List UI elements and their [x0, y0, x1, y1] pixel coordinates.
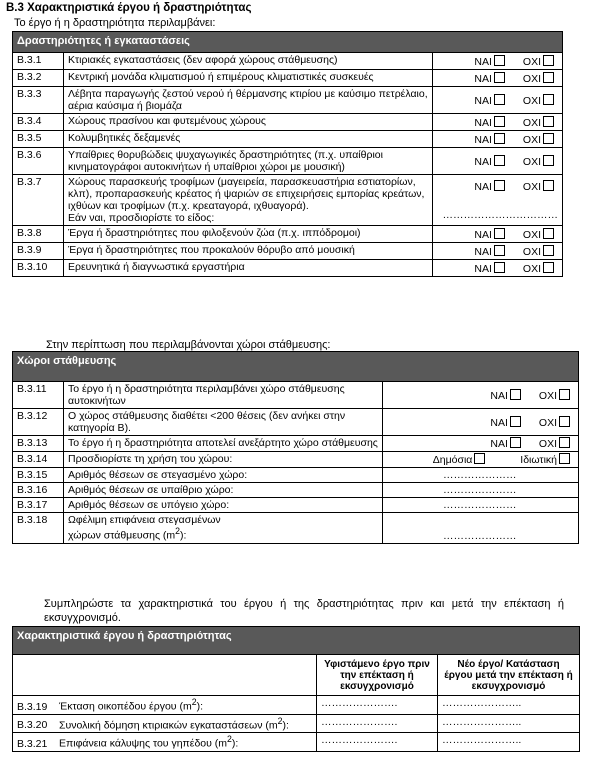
- row-text: Αριθμός θέσεων σε υπόγειο χώρο:: [64, 498, 383, 513]
- row-label-end: ):: [196, 700, 203, 713]
- existing-value[interactable]: ………………….: [317, 733, 438, 752]
- row-label: Επιφάνεια κάλυψης του γηπέδου (m: [59, 737, 228, 750]
- row-code: B.3.13: [13, 436, 64, 452]
- no-checkbox[interactable]: [543, 180, 554, 191]
- value-field[interactable]: …………………: [383, 513, 579, 544]
- existing-value[interactable]: ………………….: [317, 714, 438, 733]
- characteristics-intro: Συμπληρώστε τα χαρακτηριστικά του έργου ή της δραστηριότητας πριν και μετά την επέκταση ή εκσυγχρονισμό.: [44, 598, 564, 624]
- row-text: Το έργο ή η δραστηριότητα περιλαμβάνει χώρο στάθμευσης αυτοκινήτων: [64, 382, 383, 409]
- row-text: [64, 53, 433, 70]
- row-text-extra: Εάν ναι, προσδιορίστε το είδος:: [68, 212, 215, 224]
- table-row: [13, 53, 563, 70]
- new-value[interactable]: …………………..: [438, 696, 580, 715]
- row-text: [64, 148, 433, 175]
- private-checkbox[interactable]: [559, 453, 570, 464]
- value-field[interactable]: …………………: [383, 483, 579, 498]
- yes-checkbox[interactable]: [510, 437, 521, 448]
- text-line: χώρων στάθμευσης (m: [68, 529, 176, 542]
- new-value[interactable]: …………………..: [438, 733, 580, 752]
- superscript: 2: [277, 715, 283, 726]
- row-code: B.3.16: [13, 483, 64, 498]
- existing-value[interactable]: ………………….: [317, 696, 438, 715]
- no-label: ΟΧΙ: [522, 133, 541, 146]
- row-text: [64, 70, 433, 87]
- row-label-end: ):: [282, 719, 289, 731]
- table-row: [13, 513, 579, 544]
- row-text: Αριθμός θέσεων σε υπαίθριο χώρο:: [64, 483, 383, 498]
- row-text: Το έργο ή η δραστηριότητα αποτελεί ανεξάρτητο χώρο στάθμευσης: [64, 436, 383, 452]
- no-checkbox[interactable]: [543, 133, 554, 144]
- row-code: B.3.20: [17, 719, 48, 731]
- row-label: Έκταση οικοπέδου έργου (m: [59, 700, 192, 713]
- table-row: [13, 483, 579, 498]
- yes-checkbox[interactable]: [494, 116, 505, 127]
- row-code: B.3.15: [13, 468, 64, 483]
- yes-no-cell: [433, 87, 563, 114]
- section-title: B.3 Χαρακτηριστικά έργου ή δραστηριότητας: [6, 2, 252, 14]
- yes-checkbox[interactable]: [494, 55, 505, 66]
- row-text-main: Ερευνητικά ή διαγνωστικά εργαστήρια: [68, 261, 245, 273]
- no-label: ΟΧΙ: [538, 389, 557, 402]
- yes-checkbox[interactable]: [494, 94, 505, 105]
- row-code: B.3.17: [13, 498, 64, 513]
- yes-no-cell: [433, 70, 563, 87]
- empty-header-cell: [13, 655, 317, 696]
- table-row: [13, 733, 580, 752]
- yes-checkbox[interactable]: [494, 180, 505, 191]
- no-checkbox[interactable]: [543, 262, 554, 273]
- yes-label: ΝΑΙ: [490, 416, 508, 429]
- row-text-main: Κτιριακές εγκαταστάσεις (δεν αφορά χώρους στάθμευσης): [68, 54, 338, 66]
- table-row: [13, 696, 580, 715]
- row-text-main: Χώρους πρασίνου και φυτεμένους χώρους: [68, 115, 266, 127]
- value-field[interactable]: …………………: [383, 498, 579, 513]
- row-label: Συνολική δόμηση κτιριακών εγκαταστάσεων (m: [59, 719, 278, 731]
- no-label: ΟΧΙ: [522, 55, 541, 68]
- no-label: ΟΧΙ: [522, 228, 541, 241]
- yes-no-cell: [433, 226, 563, 243]
- no-label: ΟΧΙ: [522, 245, 541, 258]
- yes-checkbox[interactable]: [494, 72, 505, 83]
- yes-checkbox[interactable]: [494, 155, 505, 166]
- no-label: ΟΧΙ: [522, 155, 541, 168]
- row-code: B.3.12: [13, 409, 64, 436]
- public-checkbox[interactable]: [474, 453, 485, 464]
- table-row: [13, 409, 579, 436]
- yes-label: ΝΑΙ: [490, 389, 508, 402]
- no-label: ΟΧΙ: [522, 116, 541, 129]
- no-checkbox[interactable]: [543, 72, 554, 83]
- row-text: Αριθμός θέσεων σε στεγασμένο χώρο:: [64, 468, 383, 483]
- yes-no-cell: [383, 436, 579, 452]
- text-line: ):: [180, 529, 187, 542]
- no-checkbox[interactable]: [543, 228, 554, 239]
- yes-checkbox[interactable]: [510, 416, 521, 427]
- yes-label: ΝΑΙ: [474, 262, 492, 275]
- yes-label: ΝΑΙ: [474, 72, 492, 85]
- table-row: [13, 148, 563, 175]
- table-row: [13, 468, 579, 483]
- no-label: ΟΧΙ: [538, 438, 557, 450]
- no-checkbox[interactable]: [559, 389, 570, 400]
- yes-label: ΝΑΙ: [474, 94, 492, 107]
- value-field[interactable]: …………………: [383, 468, 579, 483]
- no-checkbox[interactable]: [543, 245, 554, 256]
- row-code: B.3.19: [17, 700, 48, 713]
- row-label-end: ):: [231, 737, 239, 750]
- parking-header: Χώροι στάθμευσης: [13, 352, 579, 382]
- no-checkbox[interactable]: [543, 55, 554, 66]
- table-row: [13, 175, 563, 226]
- extra-value[interactable]: ……………………………: [442, 208, 558, 221]
- row-text-main: Έργα ή δραστηριότητες που φιλοξενούν ζώα (π.χ. ιππόδρομοι): [68, 227, 361, 239]
- row-text-main: Χώρους παρασκευής τροφίμων (μαγειρεία, παρασκευαστήρια εστιατορίων, κλπ), προπαρασκευής κρέατος ή ψαριών σε επιχειρήσεις εμπορίας κρεάτων, ιχθύων και τροφίμων (π.χ. κρεαταγορά, ιχθυαγορά).: [68, 176, 425, 212]
- no-label: ΟΧΙ: [522, 262, 541, 275]
- col-existing-header: Υφιστάμενο έργο πριν την επέκταση ή εκσυγχρονισμό: [317, 655, 438, 696]
- yes-checkbox[interactable]: [494, 262, 505, 273]
- yes-label: ΝΑΙ: [474, 245, 492, 258]
- row-code: B.3.9: [13, 243, 64, 260]
- no-checkbox[interactable]: [543, 94, 554, 105]
- table-row: [13, 714, 580, 733]
- col-new-header: Νέο έργο/ Κατάσταση έργου μετά την επέκταση ή εκσυγχρονισμό: [438, 655, 580, 696]
- no-checkbox[interactable]: [559, 437, 570, 448]
- row-code: B.3.7: [13, 175, 64, 226]
- yes-label: ΝΑΙ: [490, 438, 508, 450]
- row-code: B.3.1: [13, 53, 64, 70]
- row-code: B.3.11: [13, 382, 64, 409]
- row-code: B.3.10: [13, 260, 64, 277]
- row-text-main: Κολυμβητικές δεξαμενές: [68, 132, 181, 144]
- row-text: [64, 175, 433, 226]
- row-code: B.3.21: [17, 737, 48, 750]
- row-code: B.3.3: [13, 87, 64, 114]
- row-text: [13, 696, 317, 715]
- row-text: [13, 714, 317, 733]
- row-code: B.3.5: [13, 131, 64, 148]
- row-text-main: Λέβητα παραγωγής ζεστού νερού ή θέρμανσης κτιρίου με καύσιμο πετρέλαιο, αέρια καύσιμα ή βιομάζα: [68, 88, 428, 112]
- table-row: [13, 131, 563, 148]
- no-label: ΟΧΙ: [538, 416, 557, 429]
- table-row: [13, 452, 579, 468]
- row-text: [13, 733, 317, 752]
- no-label: ΟΧΙ: [522, 72, 541, 85]
- row-text-main: Έργα ή δραστηριότητες που προκαλούν θόρυβο από μουσική: [68, 244, 355, 256]
- yes-no-cell: [433, 243, 563, 260]
- row-text: [64, 114, 433, 131]
- table-row: [13, 226, 563, 243]
- table-row: [13, 382, 579, 409]
- no-checkbox[interactable]: [543, 116, 554, 127]
- yes-no-cell: [433, 175, 563, 226]
- yes-no-cell: [383, 382, 579, 409]
- yes-checkbox[interactable]: [510, 389, 521, 400]
- row-code: B.3.8: [13, 226, 64, 243]
- row-text: Ο χώρος στάθμευσης διαθέτει <200 θέσεις (δεν ανήκει στην κατηγορία Β).: [64, 409, 383, 436]
- row-text: [64, 243, 433, 260]
- row-text: [64, 260, 433, 277]
- no-checkbox[interactable]: [559, 416, 570, 427]
- table-row: [13, 436, 579, 452]
- yes-no-cell: [433, 148, 563, 175]
- yes-no-cell: [433, 53, 563, 70]
- activities-header: Δραστηριότητες ή εγκαταστάσεις: [13, 32, 563, 53]
- yes-label: ΝΑΙ: [474, 55, 492, 68]
- row-text: [64, 513, 383, 544]
- yes-label: ΝΑΙ: [474, 228, 492, 241]
- public-label: Δημόσια: [432, 454, 473, 466]
- no-label: ΟΧΙ: [522, 94, 541, 107]
- yes-label: ΝΑΙ: [474, 155, 492, 168]
- table-row: [13, 498, 579, 513]
- superscript: 2: [227, 734, 232, 744]
- no-label: ΟΧΙ: [522, 180, 541, 193]
- yes-label: ΝΑΙ: [474, 116, 492, 129]
- row-code: B.3.6: [13, 148, 64, 175]
- row-code: B.3.18: [13, 513, 64, 544]
- text-line: Ωφέλιμη επιφάνεια στεγασμένων: [68, 514, 221, 526]
- private-label: Ιδιωτική: [520, 454, 557, 466]
- activities-table: [12, 31, 563, 277]
- yes-checkbox[interactable]: [494, 245, 505, 256]
- characteristics-table: [12, 626, 580, 752]
- table-row: [13, 260, 563, 277]
- new-value[interactable]: …………………..: [438, 714, 580, 733]
- parking-table: [12, 351, 579, 544]
- yes-no-cell: [433, 114, 563, 131]
- parking-intro: Στην περίπτωση που περιλαμβάνονται χώροι στάθμευσης:: [46, 339, 331, 351]
- yes-checkbox[interactable]: [494, 228, 505, 239]
- yes-no-cell: [383, 409, 579, 436]
- table-row: [13, 87, 563, 114]
- section-subtitle: Το έργο ή η δραστηριότητα περιλαμβάνει:: [14, 17, 216, 29]
- row-text: Προσδιορίστε τη χρήση του χώρου:: [64, 452, 383, 468]
- superscript: 2: [175, 526, 181, 536]
- row-code: B.3.2: [13, 70, 64, 87]
- row-text-main: Υπαίθριες θορυβώδεις ψυχαγωγικές δραστηριότητες (π.χ. υπαίθριοι κινηματογράφοι αυτοκινήτων ή υπαίθριοι χώροι με μουσική): [68, 149, 383, 173]
- yes-no-cell: [433, 260, 563, 277]
- yes-label: ΝΑΙ: [474, 133, 492, 146]
- row-text-main: Κεντρική μονάδα κλιματισμού ή επιμέρους κλιματιστικές συσκευές: [68, 71, 374, 83]
- yes-label: ΝΑΙ: [474, 180, 492, 193]
- superscript: 2: [191, 697, 197, 707]
- table-row: [13, 243, 563, 260]
- characteristics-header: Χαρακτηριστικά έργου ή δραστηριότητας: [13, 627, 580, 655]
- table-row: [13, 70, 563, 87]
- table-row: [13, 114, 563, 131]
- yes-no-cell: [433, 131, 563, 148]
- row-code: B.3.4: [13, 114, 64, 131]
- row-text: [64, 226, 433, 243]
- row-text: [64, 131, 433, 148]
- row-code: B.3.14: [13, 452, 64, 468]
- row-text: [64, 87, 433, 114]
- yes-checkbox[interactable]: [494, 133, 505, 144]
- no-checkbox[interactable]: [543, 155, 554, 166]
